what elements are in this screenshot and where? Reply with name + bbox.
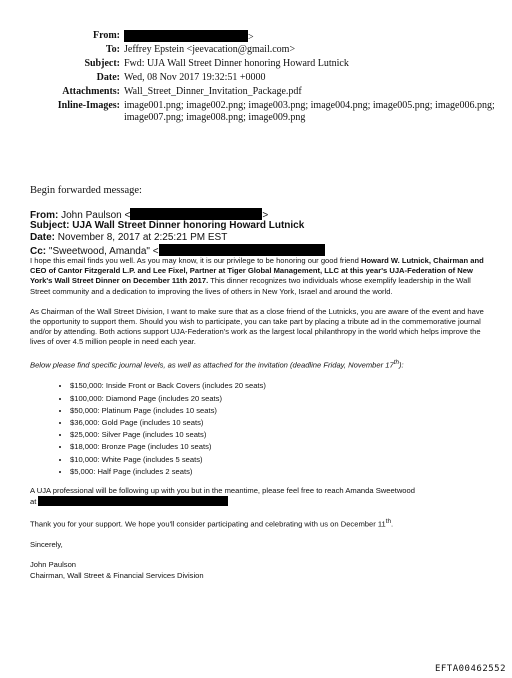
from-label: From: bbox=[92, 30, 120, 41]
body-paragraph-1: I hope this email finds you well. As you may know, it is our privilege to be honoring our good friend Howard W. Lutnick, Chairman and CEO of Cantor Fitzgerald L.P. and Lee Fixel, Partner at Tiger Global Management, LLC at this year's UJA-Federation of New York's Wall Street Dinner on December 11th 2017. This dinner recognizes two individuals whose exemplify leadership in the Wall Street community and a dedication to improving the lives of others in New York, Israel and around the world. bbox=[30, 256, 484, 296]
document-id: EFTA00462552 bbox=[434, 664, 506, 674]
signature-name: John Paulson bbox=[30, 560, 77, 570]
fwd-cc-label: Cc: bbox=[30, 246, 47, 257]
inline-images-value-1: image001.png; image002.png; image003.png; image004.png; image005.png; image006.png; bbox=[124, 100, 495, 111]
to-label: To: bbox=[105, 44, 120, 55]
attachments-value: Wall_Street_Dinner_Invitation_Package.pdf bbox=[124, 86, 302, 97]
signature bbox=[30, 560, 490, 580]
list-item: • $36,000: Gold Page (includes 10 seats) bbox=[70, 417, 490, 429]
body-paragraph-3: Below please find specific journal levels, as well as attached for the invitation (deadline Friday, November 17th): bbox=[30, 358, 404, 370]
redaction-block bbox=[130, 208, 262, 220]
list-item: • $100,000: Diamond Page (includes 20 seats) bbox=[70, 393, 490, 405]
email-header bbox=[0, 30, 512, 130]
forwarded-header bbox=[30, 208, 325, 256]
fwd-cc-value: "Sweetwood, Amanda" < bbox=[48, 246, 159, 257]
fwd-from-row: From: John Paulson < > bbox=[30, 210, 269, 221]
attachments-label: Attachments: bbox=[62, 86, 120, 97]
from-value: > bbox=[124, 30, 254, 44]
message-body bbox=[30, 256, 490, 581]
fwd-subject-value: UJA Wall Street Dinner honoring Howard Lutnick bbox=[72, 220, 305, 231]
date-value: Wed, 08 Nov 2017 19:32:51 +0000 bbox=[124, 72, 266, 83]
body-paragraph-5: Thank you for your support. We hope you'll consider participating and celebrating with us on December 11th. bbox=[30, 518, 394, 529]
fwd-date-label: Date: bbox=[30, 232, 56, 243]
signature-title: Chairman, Wall Street & Financial Services Division bbox=[30, 570, 204, 580]
body-paragraph-4: A UJA professional will be following up with you but in the meantime, please feel free to reach Amanda Sweetwood at bbox=[30, 485, 415, 507]
fwd-from-name: John Paulson < bbox=[61, 210, 131, 221]
list-item: • $25,000: Silver Page (includes 10 seats) bbox=[70, 429, 490, 441]
body-paragraph-2: As Chairman of the Wall Street Division, I want to make sure that as a close friend of the Lutnicks, you are aware of the event and have the opportunity to support them. Should you wish to participate, you can take part by placing a tribute ad in the commemorative journal and/or by attending. Both actions support UJA-Federation's work as the largest local philanthropy in the world which helps improve the lives of over 4.5 million people in need each year. bbox=[30, 306, 484, 347]
fwd-subject-label: Subject: bbox=[30, 220, 70, 231]
fwd-date-row bbox=[30, 232, 325, 244]
inline-images-label: Inline-Images: bbox=[57, 100, 120, 111]
forwarded-intro: Begin forwarded message: bbox=[30, 185, 142, 196]
inline-images-value-2: image007.png; image008.png; image009.png bbox=[124, 112, 306, 123]
redaction-block bbox=[124, 30, 248, 42]
list-item: • $10,000: White Page (includes 5 seats) bbox=[70, 454, 490, 466]
list-item: • $50,000: Platinum Page (includes 10 seats) bbox=[70, 405, 490, 417]
redaction-block bbox=[38, 496, 228, 506]
fwd-cc-row bbox=[30, 244, 325, 256]
journal-levels-list bbox=[30, 380, 490, 478]
to-value: Jeffrey Epstein <jeevacation@gmail.com> bbox=[124, 44, 296, 55]
redaction-block bbox=[159, 244, 325, 256]
list-item: • $18,000: Bronze Page (includes 10 seats) bbox=[70, 441, 490, 453]
fwd-date-value: November 8, 2017 at 2:25:21 PM EST bbox=[57, 232, 228, 243]
subject-label: Subject: bbox=[84, 58, 120, 69]
closing: Sincerely, bbox=[30, 540, 63, 550]
list-item: • $5,000: Half Page (includes 2 seats) bbox=[70, 466, 490, 478]
date-label: Date: bbox=[96, 72, 120, 83]
subject-value: Fwd: UJA Wall Street Dinner honoring Howard Lutnick bbox=[124, 58, 349, 69]
fwd-subject-row bbox=[30, 220, 325, 232]
list-item: • $150,000: Inside Front or Back Covers (includes 20 seats) bbox=[70, 380, 490, 392]
fwd-from-label: From: bbox=[30, 210, 59, 221]
